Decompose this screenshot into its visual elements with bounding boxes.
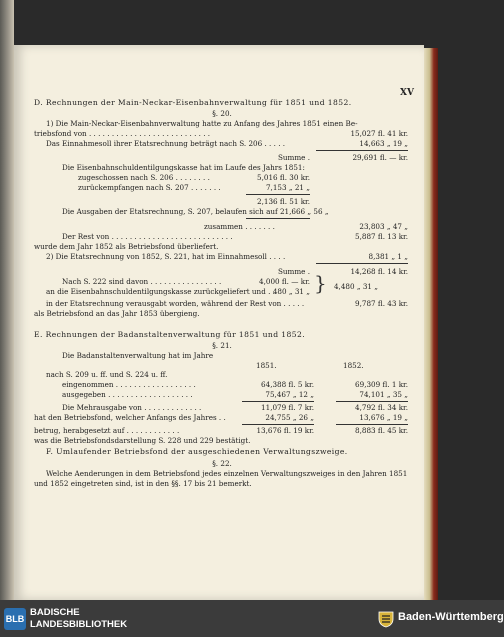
- row-label: betrug, herabgesetzt auf . . . . . . . . . . . .: [34, 426, 180, 435]
- brace-value: 4,480 „ 31 „: [333, 282, 378, 291]
- section-f-paragraph-number: §. 22.: [212, 459, 232, 468]
- section-d-line13-value: 9,787 fl. 43 kr.: [355, 299, 408, 308]
- divider: [316, 150, 408, 151]
- divider: [336, 424, 408, 425]
- summe-value: 29,691 fl. — kr.: [352, 153, 408, 162]
- row-value-1851: 75,467 „ 12 „: [265, 390, 314, 399]
- section-d-line2-label: triebsfond von . . . . . . . . . . . . . . . . . . . . . . . . . . .: [34, 129, 211, 138]
- section-d-paragraph-number: §. 20.: [212, 109, 232, 118]
- page-number: XV: [400, 88, 414, 98]
- row-value-1852: 8,883 fl. 45 kr.: [355, 426, 408, 435]
- row-label: ausgegeben . . . . . . . . . . . . . . . . . . .: [62, 390, 193, 399]
- library-name: [30, 607, 127, 631]
- state-name: Baden-Württemberg: [398, 611, 504, 623]
- section-e-paragraph-number: §. 21.: [212, 341, 232, 350]
- row-label: Die Mehrausgabe von . . . . . . . . . . . . .: [62, 403, 202, 412]
- section-d-line1: 1) Die Main-Neckar-Eisenbahnverwaltung hatte zu Anfang des Jahres 1851 einen Be-: [46, 119, 358, 128]
- zusammen-label: zusammen . . . . . . .: [204, 222, 275, 231]
- section-d-line14: als Betriebsfond an das Jahr 1853 übergieng.: [34, 309, 200, 318]
- coat-of-arms-icon: [377, 610, 395, 628]
- section-d-line10-value: 8,381 „ 1 „: [368, 252, 408, 261]
- divider: [316, 263, 408, 264]
- section-e-line1: Die Badanstaltenverwaltung hat im Jahre: [62, 351, 214, 360]
- divider: [242, 401, 314, 402]
- page-edge: [424, 48, 438, 600]
- brace-icon: }: [314, 271, 327, 295]
- section-d-line3-label: Das Einnahmesoll ihrer Etatsrechnung beträgt nach S. 206 . . . . .: [46, 139, 286, 148]
- section-d-line11-value: 4,000 fl. — kr.: [259, 277, 310, 286]
- row-value-1851: 11,079 fl. 7 kr.: [261, 403, 314, 412]
- rest-value: 5,887 fl. 13 kr.: [355, 232, 408, 241]
- section-e-line3: was die Betriebsfondsdarstellung S. 228 und 229 bestätigt.: [34, 436, 251, 445]
- row-value-1852: 74,101 „ 35 „: [359, 390, 408, 399]
- divider: [336, 401, 408, 402]
- blb-logo: BLB: [4, 608, 26, 630]
- summe-label: Summe .: [278, 153, 311, 162]
- column-header-1851: 1851.: [256, 361, 277, 370]
- section-d-line4: Die Eisenbahnschuldentilgungskasse hat im Laufe des Jahrs 1851:: [62, 163, 305, 172]
- section-f-line1: Welche Aenderungen in dem Betriebsfond jedes einzelnen Verwaltungszweiges in den Jahren 1851: [46, 469, 408, 478]
- row-value-1852: 13,676 „ 19 „: [359, 413, 408, 422]
- section-f-line2: und 1852 eingetreten sind, ist in den §§. 17 bis 21 bemerkt.: [34, 479, 252, 488]
- book-spine: [0, 0, 14, 600]
- section-d-line2-value: 15,027 fl. 41 kr.: [350, 129, 408, 138]
- rest-label: Der Rest von . . . . . . . . . . . . . . . . . . . . . . . . . . .: [62, 232, 233, 241]
- section-d-heading: D. Rechnungen der Main-Neckar-Eisenbahnverwaltung für 1851 und 1852.: [34, 98, 352, 107]
- section-d-line6-label: zurückempfangen nach S. 207 . . . . . . .: [78, 183, 221, 192]
- section-d-line13: in der Etatsrechnung verausgabt worden, während der Rest von . . . . .: [46, 299, 305, 308]
- zusammen-value: 23,803 „ 47 „: [359, 222, 408, 231]
- row-value-1851: 13,676 fl. 19 kr.: [256, 426, 314, 435]
- section-d-line5-value: 5,016 fl. 30 kr.: [257, 173, 310, 182]
- row-label: hat den Betriebsfond, welcher Anfangs des Jahres . .: [34, 413, 226, 422]
- summe-value: 14,268 fl. 14 kr.: [350, 267, 408, 276]
- section-d-line3-value: 14,663 „ 19 „: [359, 139, 408, 148]
- divider: [246, 194, 310, 195]
- section-f-heading: F. Umlaufender Betriebsfond der ausgeschiedenen Verwaltungszweige.: [46, 447, 348, 456]
- section-d-line5-label: zugeschossen nach S. 206 . . . . . . . .: [78, 173, 210, 182]
- section-e-heading: E. Rechnungen der Badanstaltenverwaltung für 1851 und 1852.: [34, 330, 306, 339]
- section-d-line11-label: Nach S. 222 sind davon . . . . . . . . . . . . . . . .: [62, 277, 222, 286]
- library-name-line1: BADISCHE: [30, 607, 80, 618]
- column-header-1852: 1852.: [343, 361, 364, 370]
- library-name-line2: LANDESBIBLIOTHEK: [30, 619, 128, 630]
- section-d-line10-label: 2) Die Etatsrechnung von 1852, S. 221, hat im Einnahmesoll . . . .: [46, 252, 286, 261]
- row-label: eingenommen . . . . . . . . . . . . . . . . . .: [62, 380, 196, 389]
- footer-bar: [0, 600, 504, 637]
- summe-label: Summe .: [278, 267, 311, 276]
- section-e-line2: nach S. 209 u. ff. und S. 224 u. ff.: [46, 370, 168, 379]
- section-d-line7-value: 2,136 fl. 51 kr.: [257, 197, 310, 206]
- row-value-1851: 64,388 fl. 5 kr.: [261, 380, 314, 389]
- section-d-line8: Die Ausgaben der Etatsrechnung, S. 207, belaufen sich auf 21,666 „ 56 „: [62, 207, 329, 216]
- row-value-1852: 4,792 fl. 34 kr.: [355, 403, 408, 412]
- row-value-1852: 69,309 fl. 1 kr.: [355, 380, 408, 389]
- divider: [242, 424, 314, 425]
- section-d-line12-label: an die Eisenbahnschuldentilgungskasse zurückgeliefert und . .: [46, 287, 275, 296]
- row-value-1851: 24,755 „ 26 „: [265, 413, 314, 422]
- section-d-line6-value: 7,153 „ 21 „: [265, 183, 310, 192]
- section-d-line12-value: 480 „ 31 „: [272, 287, 310, 296]
- section-d-line9: wurde dem Jahr 1852 als Betriebsfond überliefert.: [34, 242, 219, 251]
- divider: [246, 218, 310, 219]
